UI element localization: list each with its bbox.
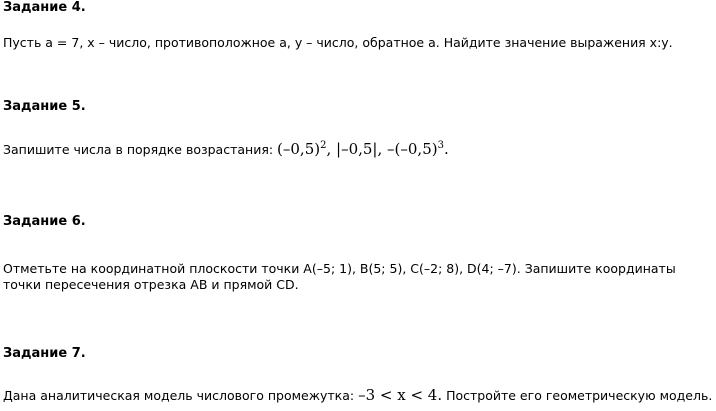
task-5-text bbox=[3, 141, 449, 158]
task-5-term3-exponent: 3 bbox=[437, 140, 444, 151]
task-5-term3: –(–0,5) bbox=[387, 140, 438, 158]
task-6-title: Задание 6. bbox=[3, 214, 86, 229]
task-5-intro: Запишите числа в порядке возрастания: bbox=[3, 142, 278, 157]
task-5-term1: (–0,5) bbox=[277, 140, 321, 158]
task-7-text bbox=[3, 387, 712, 404]
task-5-term2: |–0,5| bbox=[336, 140, 378, 158]
task-7-instruction: Постройте его геометрическую модель. bbox=[442, 388, 713, 403]
task-7-inequality: –3 < x < 4. bbox=[358, 386, 443, 404]
task-5-expression bbox=[277, 140, 449, 158]
task-5-separator: , bbox=[326, 140, 337, 158]
task-7-intro: Дана аналитическая модель числового промежутка: bbox=[3, 388, 359, 403]
task-6-text-line1: Отметьте на координатной плоскости точки A(–5; 1), B(5; 5), C(–2; 8), D(4; –7). Запишите координаты bbox=[3, 261, 676, 276]
task-6-text-line2: точки пересечения отрезка AB и прямой CD. bbox=[3, 277, 299, 292]
task-7-title: Задание 7. bbox=[3, 346, 86, 361]
task-5-end: . bbox=[443, 140, 449, 158]
task-5-separator: , bbox=[377, 140, 388, 158]
task-4-title: Задание 4. bbox=[3, 0, 86, 15]
task-5-title: Задание 5. bbox=[3, 99, 86, 114]
task-5-term1-exponent: 2 bbox=[320, 140, 327, 151]
task-4-text: Пусть а = 7, х – число, противоположное а, у – число, обратное а. Найдите значение выражения х:у. bbox=[3, 35, 673, 50]
